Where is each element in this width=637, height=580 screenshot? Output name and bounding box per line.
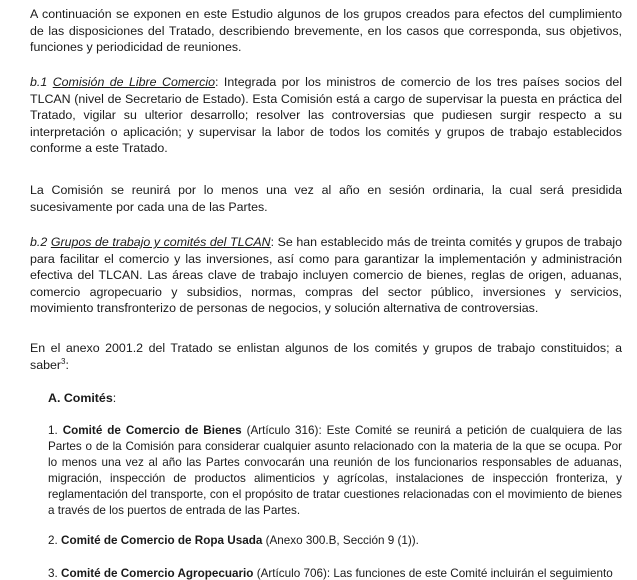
- committee-item-3: [48, 566, 622, 580]
- section-b2-text: : Se han establecido más de treinta comités y grupos de trabajo para facilitar el comercio y las inversiones, así como para garantizar la implementación y administración efectiva del TLCAN. Las áreas clave de trabajo incluyen comercio de bienes, reglas de origen, aduanas, comercio agropecuario y subsidios, normas, compras del sector público, inversiones y servicios, movimiento transfronterizo de personas de negocios, y solución alternativa de controversias.: [30, 235, 622, 316]
- annex-text: En el anexo 2001.2 del Tratado se enlistan algunos de los comités y grupos de trabajo constituidos; a saber: [30, 341, 622, 372]
- footnote-marker: 3: [61, 356, 66, 366]
- section-b2-number: b.2: [30, 235, 48, 249]
- section-a-title: A. Comités: [48, 391, 113, 405]
- section-b1-text: : Integrada por los ministros de comercio de los tres países socios del TLCAN (nivel de Secretario de Estado). Esta Comisión está a cargo de supervisar la puesta en práctica del Tratado, vigilar su ulterior desarrollo; resolver las controversias que pudiesen surgir respecto a su interpretación o aplicación; y supervisar la labor de todos los comités y grupos de trabajo establecidos conforme a este Tratado.: [30, 75, 622, 156]
- item-1-name: Comité de Comercio de Bienes: [62, 424, 242, 437]
- item-3-name: Comité de Comercio Agropecuario: [61, 567, 254, 580]
- section-b1-paragraph: [30, 74, 622, 157]
- section-b2-paragraph: [30, 234, 622, 317]
- commission-paragraph: La Comisión se reunirá por lo menos una vez al año en sesión ordinaria, la cual será presidida sucesivamente por cada una de las Partes.: [30, 183, 622, 214]
- item-2-name: Comité de Comercio de Ropa Usada: [61, 534, 263, 547]
- section-a-colon: :: [112, 391, 117, 405]
- section-b1-number: b.1: [30, 75, 48, 89]
- item-3-text: (Artículo 706): Las funciones de este Comité incluirán el seguimiento: [253, 567, 613, 580]
- annex-colon: :: [65, 357, 69, 372]
- intro-paragraph: A continuación se exponen en este Estudio algunos de los grupos creados para efectos del cumplimiento de las disposiciones del Tratado, describiendo brevemente, en los casos que corresponda, sus objetivos, funciones y periodicidad de reuniones.: [30, 7, 622, 55]
- item-1-number: 1.: [48, 424, 58, 437]
- item-1-text: (Artículo 316): Este Comité se reunirá a petición de cualquiera de las Partes o de la Comisión para considerar cualquier asunto relacionado con la materia de la que se ocupa. Por lo menos una vez al año las Partes convocarán una reunión de los funcionarios responsables de aduanas, migración, inspección de productos alimenticios y agrícolas, instalaciones de inspección fronteriza, y reglamentación del transporte, con el propósito de tratar cuestiones relacionadas con el movimiento de bienes a través de los puertos de entrada de las Partes.: [48, 424, 622, 517]
- item-3-number: 3.: [48, 567, 58, 580]
- section-b1-title: Comisión de Libre Comercio: [52, 75, 216, 89]
- committee-item-1: [48, 423, 622, 519]
- section-a-heading: [48, 390, 622, 407]
- item-2-number: 2.: [48, 534, 58, 547]
- committee-item-2: [48, 533, 622, 549]
- annex-paragraph: [30, 340, 622, 373]
- item-2-text: (Anexo 300.B, Sección 9 (1)).: [262, 534, 419, 547]
- section-b2-title: Grupos de trabajo y comités del TLCAN: [50, 235, 271, 249]
